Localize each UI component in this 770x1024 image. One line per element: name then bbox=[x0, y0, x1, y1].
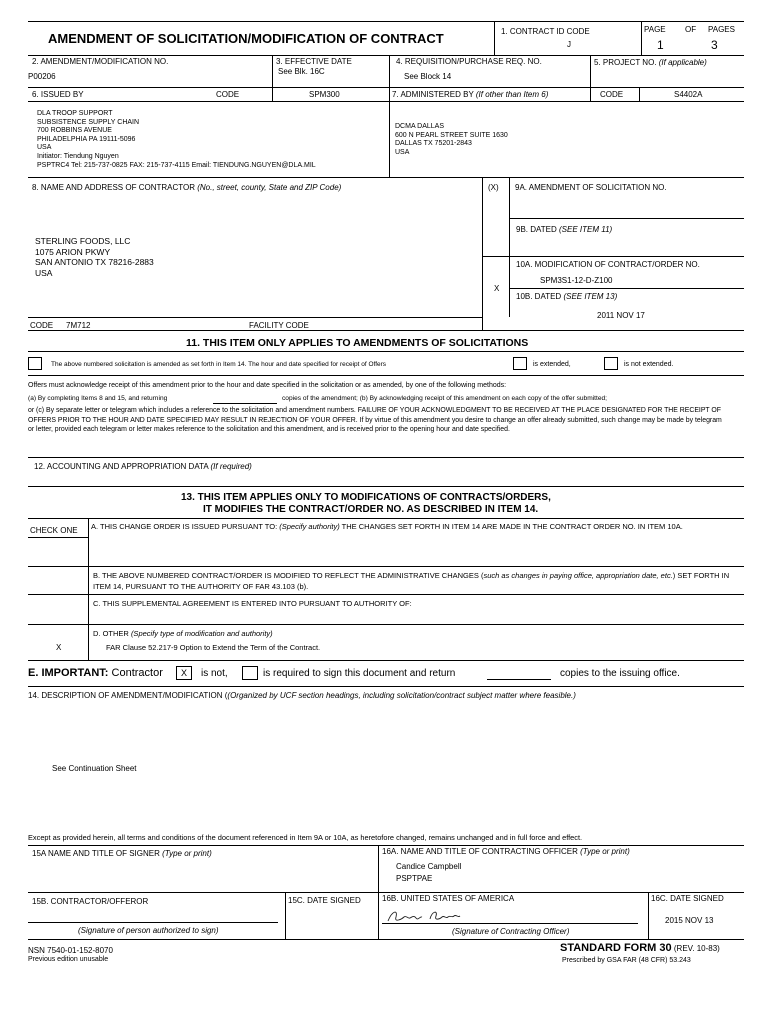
amendment-solicitation-label: 9A. AMENDMENT OF SOLICITATION NO. bbox=[515, 183, 667, 192]
acknowledging-receipt: copies of the amendment; (b) By acknowledging receipt of this amendment on each copy of the offer submitted; bbox=[282, 395, 607, 402]
contractor-code: 7M712 bbox=[66, 321, 91, 330]
issuer-line: Initiator: Tiendung Nguyen bbox=[37, 152, 119, 160]
page-label: PAGE bbox=[644, 25, 666, 34]
check-one-label: CHECK ONE bbox=[30, 526, 78, 535]
contractor-date-signed-label: 15C. DATE SIGNED bbox=[288, 896, 361, 905]
previous-edition-text: Previous edition unusable bbox=[28, 956, 109, 963]
form-title: AMENDMENT OF SOLICITATION/MODIFICATION OF CONTRACT bbox=[48, 31, 444, 46]
is-required-checkbox[interactable] bbox=[242, 666, 258, 680]
completing-items: (a) By completing Items 8 and 15, and returning bbox=[28, 395, 168, 402]
is-required-text: is required to sign this document and return bbox=[263, 668, 456, 679]
acknowledgment-methods: Offers must acknowledge receipt of this amendment prior to the hour and date specified in the solicitation or as amended, by one of the following methods: bbox=[28, 382, 507, 389]
important-line bbox=[28, 667, 163, 679]
dated-10b-label: 10B. DATED (SEE ITEM 13) bbox=[516, 292, 618, 301]
contractor-label: 8. NAME AND ADDRESS OF CONTRACTOR (No., street, county, State and ZIP Code) bbox=[32, 183, 342, 192]
issuer-line: PHILADELPHIA PA 19111-5096 bbox=[37, 135, 136, 143]
section-13-heading-1: 13. THIS ITEM APPLIES ONLY TO MODIFICATIONS OF CONTRACTS/ORDERS, bbox=[181, 492, 551, 503]
not-extended-checkbox[interactable] bbox=[604, 357, 618, 370]
copies-text: copies to the issuing office. bbox=[560, 668, 680, 679]
modification-contract-value: SPM3S1-12-D-Z100 bbox=[540, 276, 613, 285]
contract-id-label: 1. CONTRACT ID CODE bbox=[501, 27, 590, 36]
prescribed-by-text: Prescribed by GSA FAR (48 CFR) 53.243 bbox=[562, 957, 691, 964]
continuation-sheet-text: See Continuation Sheet bbox=[52, 764, 137, 773]
contractor-address bbox=[35, 236, 154, 278]
contractor-word: Contractor bbox=[111, 667, 163, 679]
important-label: E. IMPORTANT: bbox=[28, 667, 109, 679]
contracting-officer-label: 16A. NAME AND TITLE OF CONTRACTING OFFICER (Type or print) bbox=[382, 847, 630, 856]
issuer-line: 700 ROBBINS AVENUE bbox=[37, 127, 112, 135]
contracting-officer-title: PSPTPAE bbox=[396, 874, 433, 883]
issuer-line: PSPTRC4 Tel: 215-737-0825 FAX: 215-737-4115 Email: TIENDUNG.NGUYEN@DLA.MIL bbox=[37, 161, 316, 169]
amendment-no-value: P00206 bbox=[28, 72, 56, 81]
contractor-offeror-label: 15B. CONTRACTOR/OFFEROR bbox=[32, 897, 149, 906]
standard-form-name: STANDARD FORM 30 bbox=[560, 942, 672, 954]
standard-form-label bbox=[560, 942, 720, 954]
solicitation-x-label: (X) bbox=[488, 183, 499, 192]
other-x-mark: X bbox=[56, 643, 62, 652]
officer-signature-caption: (Signature of Contracting Officer) bbox=[452, 927, 570, 936]
contractor-signature-caption: (Signature of person authorized to sign) bbox=[78, 926, 219, 935]
contractor-line: 1075 ARION PKWY bbox=[35, 246, 111, 257]
officer-date-signed-label: 16C. DATE SIGNED bbox=[651, 894, 724, 903]
page-number: 1 bbox=[657, 38, 664, 52]
issuer-address bbox=[37, 110, 316, 170]
is-not-label: is not, bbox=[201, 668, 228, 679]
effective-date-label: 3. EFFECTIVE DATE bbox=[276, 57, 352, 66]
signer-name-label: 15A NAME AND TITLE OF SIGNER (Type or print) bbox=[32, 849, 212, 858]
pages-label: PAGES bbox=[708, 25, 735, 34]
accounting-label: 12. ACCOUNTING AND APPROPRIATION DATA (If required) bbox=[34, 462, 252, 471]
amendment-no-label: 2. AMENDMENT/MODIFICATION NO. bbox=[32, 57, 169, 66]
change-order-text: A. THIS CHANGE ORDER IS ISSUED PURSUANT TO: (Specify authority) THE CHANGES SET FORTH IN ITEM 14 ARE MADE IN THE CONTRACT ORDER NO. IN ITEM 10A. bbox=[91, 522, 683, 531]
is-not-checkbox[interactable] bbox=[176, 666, 192, 680]
administrator-address bbox=[395, 123, 508, 157]
administered-by-code: S4402A bbox=[674, 90, 703, 99]
except-provided-text: Except as provided herein, all terms and conditions of the document referenced in Item 9A or 10A, as heretofore changed, remains unchanged and in full force and effect. bbox=[28, 833, 583, 842]
contract-id-value: J bbox=[567, 40, 571, 49]
other-label: D. OTHER (Specify type of modification and authority) bbox=[93, 629, 273, 638]
usa-label: 16B. UNITED STATES OF AMERICA bbox=[382, 894, 515, 903]
administrator-line: DALLAS TX 75201-2843 bbox=[395, 140, 472, 148]
administrator-line: DCMA DALLAS bbox=[395, 123, 445, 130]
supplemental-agreement-text: C. THIS SUPPLEMENTAL AGREEMENT IS ENTERED INTO PURSUANT TO AUTHORITY OF: bbox=[93, 599, 412, 608]
not-extended-label: is not extended. bbox=[624, 361, 674, 368]
requisition-value: See Block 14 bbox=[404, 72, 452, 81]
separate-letter-text: or (c) By separate letter or telegram which includes a reference to the solicitation and amendment numbers. FAILURE OF YOUR ACKNOWLEDGMENT TO BE RECEIVED AT THE PLACE DESIGNATED FOR THE RECEIPT OF OFFERS PRIOR TO THE HOUR AND DATE SPECIFIED MAY RESULT IN REJECTION OF YOUR OFFER. If by virtue of this amendment you desire to change an offer already submitted, such change may be made by telegram or letter, provided each telegram or letter makes reference to the solicitation and this amendment, and is received prior to the opening hour and date specified. bbox=[28, 407, 722, 433]
is-not-x-mark: X bbox=[181, 668, 188, 678]
effective-date-value: See Blk. 16C bbox=[278, 67, 325, 76]
issuer-line: DLA TROOP SUPPORT bbox=[37, 110, 113, 117]
issuer-line: USA bbox=[37, 144, 52, 152]
total-pages: 3 bbox=[711, 38, 718, 52]
contractor-line: SAN ANTONIO TX 78216-2883 bbox=[35, 257, 154, 267]
modification-contract-label: 10A. MODIFICATION OF CONTRACT/ORDER NO. bbox=[516, 260, 700, 269]
officer-date-signed-value: 2015 NOV 13 bbox=[665, 916, 714, 925]
issuer-line: SUBSISTENCE SUPPLY CHAIN bbox=[37, 118, 140, 126]
solicitation-amended-text: The above numbered solicitation is amended as set forth in Item 14. The hour and date specified for receipt of Offers bbox=[51, 361, 387, 368]
is-extended-label: is extended, bbox=[533, 361, 571, 368]
administered-by-code-label: CODE bbox=[600, 90, 624, 99]
issued-by-code-label: CODE bbox=[216, 90, 240, 99]
project-no-label: 5. PROJECT NO. (If applicable) bbox=[594, 58, 707, 67]
section-11-heading: 11. THIS ITEM ONLY APPLIES TO AMENDMENTS OF SOLICITATIONS bbox=[186, 337, 529, 349]
administrative-changes-text: B. THE ABOVE NUMBERED CONTRACT/ORDER IS MODIFIED TO REFLECT THE ADMINISTRATIVE CHANGES (such as changes in paying office, appropriation date, etc.) SET FORTH IN ITEM 14, PURSUANT TO THE AUTHORITY OF FAR 43.103 (b). bbox=[93, 571, 730, 591]
issued-by-label: 6. ISSUED BY bbox=[32, 90, 84, 99]
description-label: 14. DESCRIPTION OF AMENDMENT/MODIFICATION ((Organized by UCF section headings, including solicitation/contract subject matter where feasible.) bbox=[28, 691, 576, 700]
solicitation-amended-checkbox[interactable] bbox=[28, 357, 42, 370]
section-13-heading-2: IT MODIFIES THE CONTRACT/ORDER NO. AS DESCRIBED IN ITEM 14. bbox=[203, 504, 539, 515]
requisition-label: 4. REQUISITION/PURCHASE REQ. NO. bbox=[396, 57, 542, 66]
administrator-line: USA bbox=[395, 148, 410, 156]
facility-code-label: FACILITY CODE bbox=[249, 321, 309, 330]
contractor-line: USA bbox=[35, 267, 53, 278]
of-label: OF bbox=[685, 25, 697, 34]
administrator-line: 600 N PEARL STREET SUITE 1630 bbox=[395, 131, 508, 139]
other-value: FAR Clause 52.217-9 Option to Extend the Term of the Contract. bbox=[106, 643, 321, 652]
administered-by-label: 7. ADMINISTERED BY (If other than Item 6) bbox=[392, 90, 549, 99]
contractor-line: STERLING FOODS, LLC bbox=[35, 236, 131, 246]
modification-x-mark: X bbox=[494, 284, 500, 293]
nsn-number: NSN 7540-01-152-8070 bbox=[28, 946, 113, 955]
is-extended-checkbox[interactable] bbox=[513, 357, 527, 370]
contractor-code-label: CODE bbox=[30, 321, 54, 330]
dated-10b-value: 2011 NOV 17 bbox=[597, 311, 645, 320]
contracting-officer-name: Candice Campbell bbox=[396, 862, 462, 871]
dated-9b-label: 9B. DATED (SEE ITEM 11) bbox=[516, 225, 613, 234]
issued-by-code: SPM300 bbox=[309, 90, 340, 99]
form-revision: (REV. 10-83) bbox=[673, 944, 720, 953]
